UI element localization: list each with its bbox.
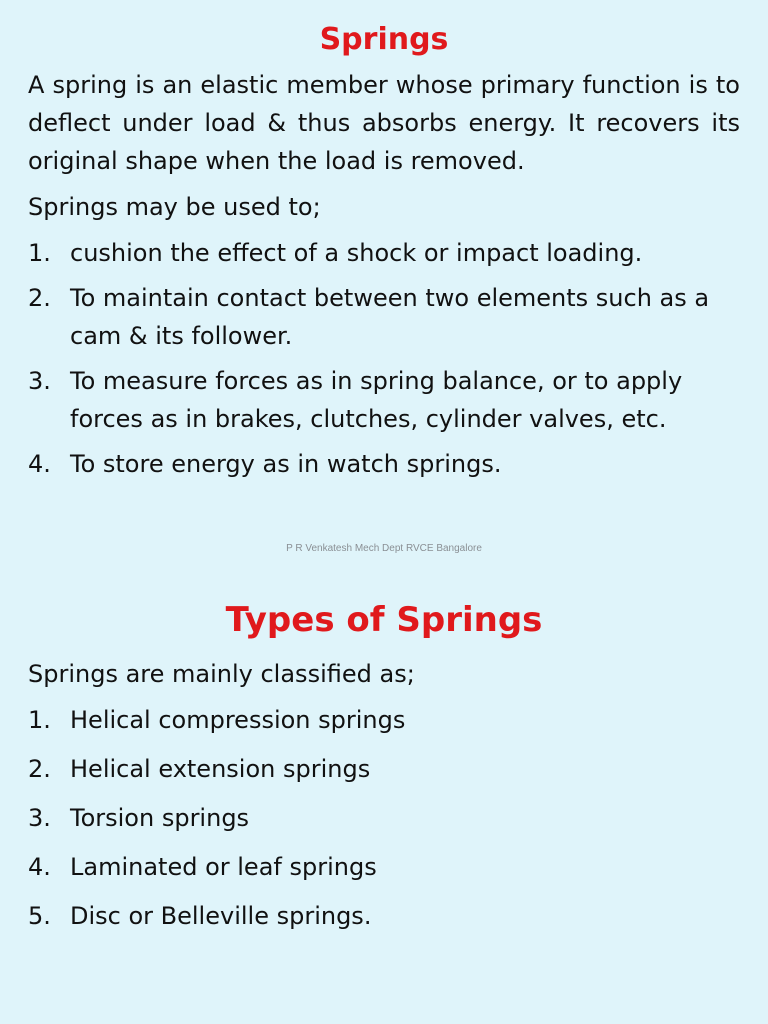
list-item [28, 848, 740, 886]
list-item-text: To maintain contact between two elements such as a cam & its follower. [70, 284, 710, 350]
slide-title: Springs [319, 22, 449, 57]
list-item [28, 701, 740, 739]
intro-paragraph: A spring is an elastic member whose primary function is to deflect under load & thus absorbs energy. It recovers its original shape when the load is removed. [28, 71, 740, 175]
list-item-number: 2. [28, 284, 51, 312]
list-item-text: Helical extension springs [70, 754, 371, 783]
list-item-text: To measure forces as in spring balance, or to apply forces as in brakes, clutches, cylinder valves, etc. [70, 367, 683, 433]
slide-springs [0, 22, 768, 490]
list-item-text: To store energy as in watch springs. [70, 450, 502, 478]
uses-list [28, 234, 740, 483]
list-item-number: 1. [28, 705, 51, 734]
slide-title: Types of Springs [225, 600, 543, 640]
list-item-number: 5. [28, 901, 51, 930]
list-item-text: Torsion springs [70, 803, 250, 832]
uses-lead: Springs may be used to; [28, 193, 321, 221]
list-item-text: Helical compression springs [70, 705, 406, 734]
list-item-text: cushion the effect of a shock or impact loading. [70, 239, 643, 267]
list-item-number: 3. [28, 367, 51, 395]
list-item [28, 279, 740, 355]
list-item [28, 362, 740, 438]
list-item [28, 750, 740, 788]
list-item [28, 897, 740, 935]
list-item-number: 4. [28, 450, 51, 478]
types-lead: Springs are mainly classified as; [28, 659, 415, 688]
list-item [28, 799, 740, 837]
list-item-number: 1. [28, 239, 51, 267]
list-item-number: 3. [28, 803, 51, 832]
types-list [28, 701, 740, 935]
slide-footer: P R Venkatesh Mech Dept RVCE Bangalore [286, 543, 482, 554]
slide-types-of-springs [0, 600, 768, 946]
list-item-text: Disc or Belleville springs. [70, 901, 372, 930]
list-item [28, 445, 740, 483]
list-item-text: Laminated or leaf springs [70, 852, 377, 881]
list-item [28, 234, 740, 272]
list-item-number: 2. [28, 754, 51, 783]
list-item-number: 4. [28, 852, 51, 881]
